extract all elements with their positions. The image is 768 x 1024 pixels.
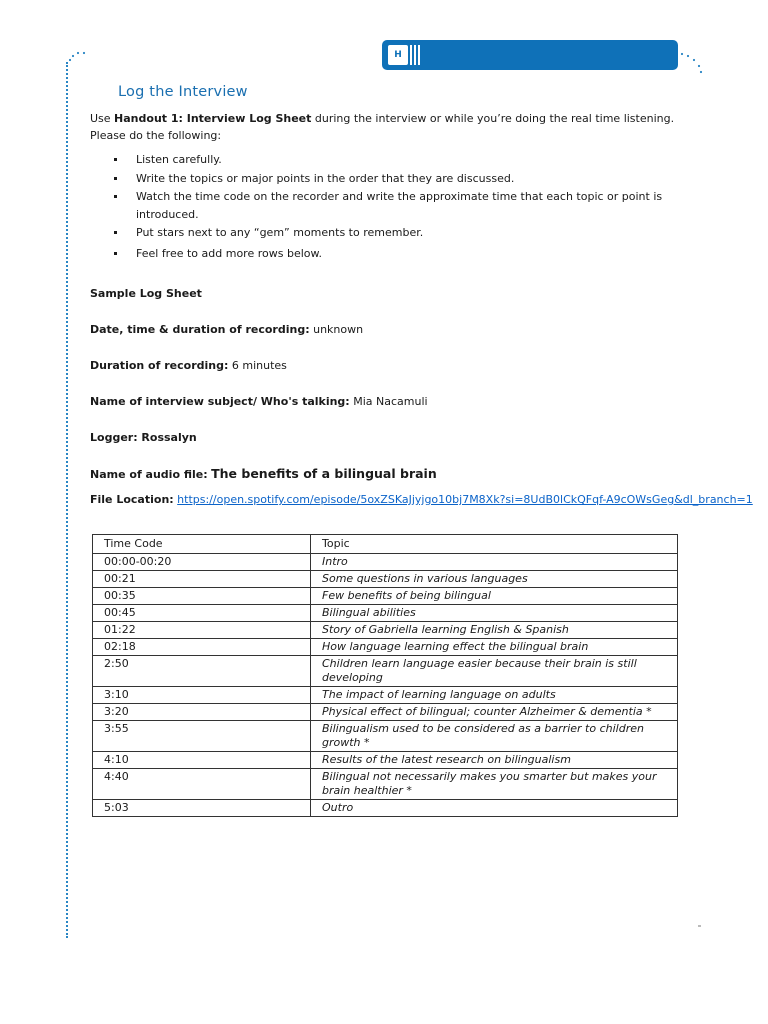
log-table <box>92 534 678 817</box>
time-code-cell: 3:20 <box>93 704 311 721</box>
time-code-cell: 00:21 <box>93 571 311 588</box>
audio-field <box>90 466 437 481</box>
list-item-text: Watch the time code on the recorder and write the approximate time that each topic or point is introduced. <box>136 190 663 221</box>
dotted-border-line <box>66 62 68 938</box>
subject-label: Name of interview subject/ Who's talking: <box>90 395 350 408</box>
audio-label: Name of audio file: <box>90 468 208 481</box>
time-code-cell: 02:18 <box>93 639 311 656</box>
time-code-cell: 01:22 <box>93 622 311 639</box>
sample-heading-text: Sample Log Sheet <box>90 287 202 300</box>
table-row <box>93 605 678 622</box>
header-time-code: Time Code <box>93 535 311 554</box>
intro-line2: Please do the following: <box>90 129 222 142</box>
subject-field <box>90 395 428 408</box>
topic-cell: Bilingualism used to be considered as a barrier to children growth * <box>311 721 678 752</box>
handout-badge-icon <box>388 45 408 65</box>
instructions-list <box>112 151 682 263</box>
topic-cell: Children learn language easier because their brain is still developing <box>311 656 678 687</box>
intro-suffix: during the interview or while you’re doing the real time listening. <box>311 112 675 125</box>
list-item <box>112 151 682 169</box>
table-row <box>93 687 678 704</box>
table-row <box>93 752 678 769</box>
topic-cell: Few benefits of being bilingual <box>311 588 678 605</box>
table-header-row <box>93 535 678 554</box>
decorative-mark <box>698 925 701 927</box>
audio-value: The benefits of a bilingual brain <box>211 466 437 481</box>
sample-heading <box>90 287 202 300</box>
list-item-text: Listen carefully. <box>136 153 222 166</box>
file-location-link[interactable]: https://open.spotify.com/episode/5oxZSKaJjyjgo10bj7M8Xk?si=8UdB0lCkQFqf-A9cOWsGeg&dl_branch=1 <box>177 493 753 506</box>
intro-prefix: Use <box>90 112 115 125</box>
logger-label: Logger: Rossalyn <box>90 431 197 444</box>
list-item <box>112 170 682 188</box>
table-row <box>93 656 678 687</box>
date-label: Date, time & duration of recording: <box>90 323 310 336</box>
book-stripes-icon <box>410 45 420 65</box>
header-topic: Topic <box>311 535 678 554</box>
bullet-icon <box>114 231 117 234</box>
handout-badge-letter: H <box>394 50 402 60</box>
location-field <box>90 493 753 506</box>
decorative-dots-top-left <box>68 48 92 62</box>
bullet-icon <box>114 177 117 180</box>
table-row <box>93 721 678 752</box>
time-code-cell: 4:10 <box>93 752 311 769</box>
topic-cell: Physical effect of bilingual; counter Alzheimer & dementia * <box>311 704 678 721</box>
topic-cell: How language learning effect the bilingual brain <box>311 639 678 656</box>
list-item <box>112 188 682 223</box>
time-code-cell: 3:10 <box>93 687 311 704</box>
topic-cell: Bilingual not necessarily makes you smarter but makes your brain healthier * <box>311 769 678 800</box>
table-row <box>93 622 678 639</box>
time-code-cell: 4:40 <box>93 769 311 800</box>
time-code-cell: 00:45 <box>93 605 311 622</box>
decorative-dots-top-right <box>679 50 705 76</box>
intro-paragraph <box>90 110 680 144</box>
subject-value: Mia Nacamuli <box>353 395 428 408</box>
bullet-icon <box>114 158 117 161</box>
time-code-cell: 00:00-00:20 <box>93 554 311 571</box>
time-code-cell: 00:35 <box>93 588 311 605</box>
list-item <box>112 245 682 263</box>
bullet-icon <box>114 195 117 198</box>
time-code-cell: 3:55 <box>93 721 311 752</box>
time-code-cell: 5:03 <box>93 800 311 817</box>
topic-cell: Intro <box>311 554 678 571</box>
topic-cell: Story of Gabriella learning English & Spanish <box>311 622 678 639</box>
table-row <box>93 571 678 588</box>
time-code-cell: 2:50 <box>93 656 311 687</box>
table-row <box>93 704 678 721</box>
topic-cell: Results of the latest research on bilingualism <box>311 752 678 769</box>
topic-cell: Outro <box>311 800 678 817</box>
header-bar <box>382 40 678 70</box>
logger-field <box>90 431 197 444</box>
list-item-text: Put stars next to any “gem” moments to remember. <box>136 226 424 239</box>
date-value: unknown <box>313 323 364 336</box>
topic-cell: The impact of learning language on adults <box>311 687 678 704</box>
topic-cell: Bilingual abilities <box>311 605 678 622</box>
list-item-text: Write the topics or major points in the order that they are discussed. <box>136 171 515 185</box>
table-row <box>93 588 678 605</box>
table-row <box>93 769 678 800</box>
table-row <box>93 639 678 656</box>
topic-cell: Some questions in various languages <box>311 571 678 588</box>
bullet-icon <box>114 252 117 255</box>
log-table-body <box>93 554 678 817</box>
intro-handout-name: Handout 1: Interview Log Sheet <box>114 112 312 125</box>
duration-label: Duration of recording: <box>90 359 229 372</box>
location-label: File Location: <box>90 493 174 506</box>
page-title: Log the Interview <box>118 84 248 100</box>
duration-field <box>90 359 287 372</box>
date-field <box>90 323 363 336</box>
table-row <box>93 554 678 571</box>
duration-value: 6 minutes <box>231 359 287 372</box>
list-item-text: Feel free to add more rows below. <box>136 246 322 260</box>
list-item <box>112 224 682 242</box>
table-row <box>93 800 678 817</box>
